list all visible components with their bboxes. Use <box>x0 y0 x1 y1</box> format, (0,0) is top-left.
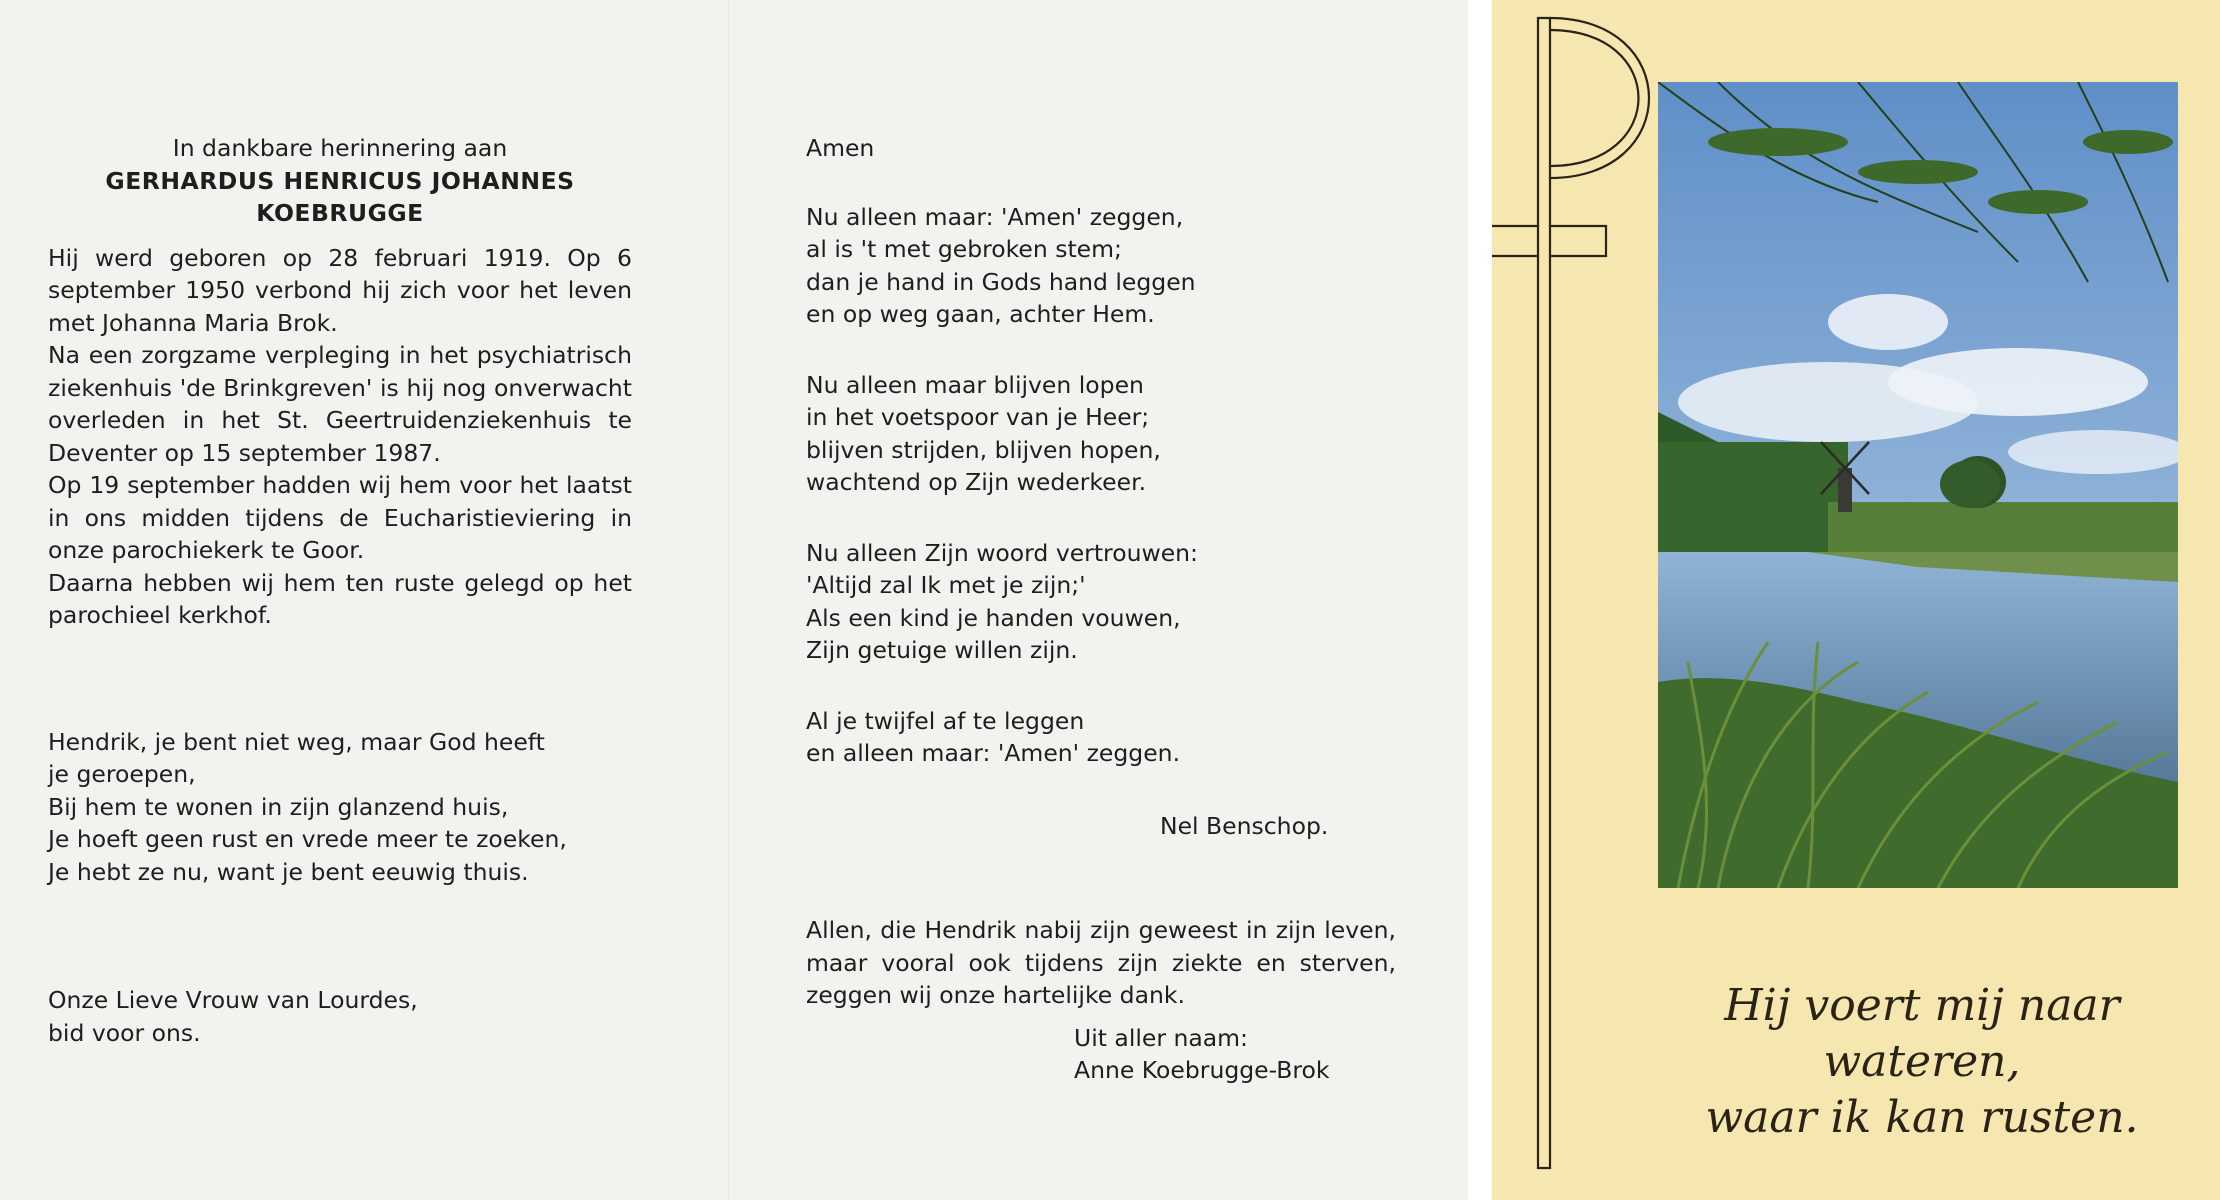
signoff-name: Anne Koebrugge-Brok <box>1074 1056 1330 1084</box>
memorial-card-front <box>1492 0 2220 1200</box>
prayer-line: Onze Lieve Vrouw van Lourdes, <box>48 986 418 1014</box>
poem-author: Nel Benschop. <box>1160 811 1329 840</box>
poem-line: Nu alleen Zijn woord vertrouwen: <box>806 538 1198 567</box>
poem-stanza <box>806 537 1396 667</box>
biography-paragraph: Daarna hebben wij hem ten ruste gelegd op het parochieel kerkhof. <box>48 568 632 629</box>
poem-line: wachtend op Zijn wederkeer. <box>806 468 1147 496</box>
poem-stanza <box>806 705 1396 770</box>
intro-line: In dankbare herinnering aan <box>172 134 508 162</box>
poem-line: al is 't met gebroken stem; <box>806 235 1122 263</box>
memorial-verse <box>48 726 632 889</box>
deceased-name-line2: KOEBRUGGE <box>256 199 424 227</box>
poem-line: 'Altijd zal Ik met je zijn;' <box>806 571 1086 599</box>
closing-prayer <box>48 984 632 1049</box>
poem-line: en op weg gaan, achter Hem. <box>806 300 1155 328</box>
verse-line: Bij hem te wonen in zijn glanzend huis, <box>48 792 509 821</box>
landscape-photo-icon <box>1658 82 2178 888</box>
biography-paragraph: Hij werd geboren op 28 februari 1919. Op 6 september 1950 verbond hij zich voor het leven met Johanna Maria Brok. <box>48 243 632 337</box>
deceased-name-line1: GERHARDUS HENRICUS JOHANNES <box>105 166 575 195</box>
poem-line: Zijn getuige willen zijn. <box>806 636 1078 664</box>
biography-paragraph: Op 19 september hadden wij hem voor het laatst in ons midden tijdens de Eucharistieviering in onze parochiekerk te Goor. <box>48 471 632 564</box>
poem-line: Al je twijfel af te leggen <box>806 706 1085 735</box>
poem-line: Als een kind je handen vouwen, <box>806 603 1181 632</box>
poem-stanza <box>806 369 1396 499</box>
cover-caption <box>1622 978 2220 1146</box>
verse-line: je geroepen, <box>48 760 196 788</box>
verse-line: Je hoeft geen rust en vrede meer te zoeken, <box>48 825 567 853</box>
poem-line: in het voetspoor van je Heer; <box>806 403 1150 431</box>
verse-line: Je hebt ze nu, want je bent eeuwig thuis. <box>48 857 529 886</box>
poem-line: blijven strijden, blijven hopen, <box>806 435 1161 464</box>
biography-paragraph: Na een zorgzame verpleging in het psychiatrisch ziekenhuis 'de Brinkgreven' is hij nog onverwacht overleden in het St. Geertruidenziekenhuis te Deventer op 15 september 1987. <box>48 341 632 467</box>
signoff-label: Uit aller naam: <box>1074 1023 1248 1052</box>
poem-title: Amen <box>806 134 875 162</box>
landscape-photo <box>1658 82 2178 888</box>
thanks-paragraph: Allen, die Hendrik nabij zijn geweest in zijn leven, maar vooral ook tijdens zijn ziekte en sterven, zeggen wij onze hartelijke dank. <box>806 916 1396 1009</box>
poem-line: en alleen maar: 'Amen' zeggen. <box>806 739 1181 767</box>
right-panel <box>806 132 1396 1087</box>
verse-line: Hendrik, je bent niet weg, maar God heeft <box>48 727 545 756</box>
poem-stanza <box>806 201 1396 331</box>
poem-line: dan je hand in Gods hand leggen <box>806 267 1196 296</box>
left-panel <box>48 132 632 1049</box>
caption-line: Hij voert mij naar wateren, <box>1724 980 2120 1087</box>
poem-line: Nu alleen maar blijven lopen <box>806 370 1144 399</box>
caption-line: waar ik kan rusten. <box>1705 1092 2139 1143</box>
poem-line: Nu alleen maar: 'Amen' zeggen, <box>806 202 1184 231</box>
prayer-line: bid voor ons. <box>48 1018 201 1047</box>
